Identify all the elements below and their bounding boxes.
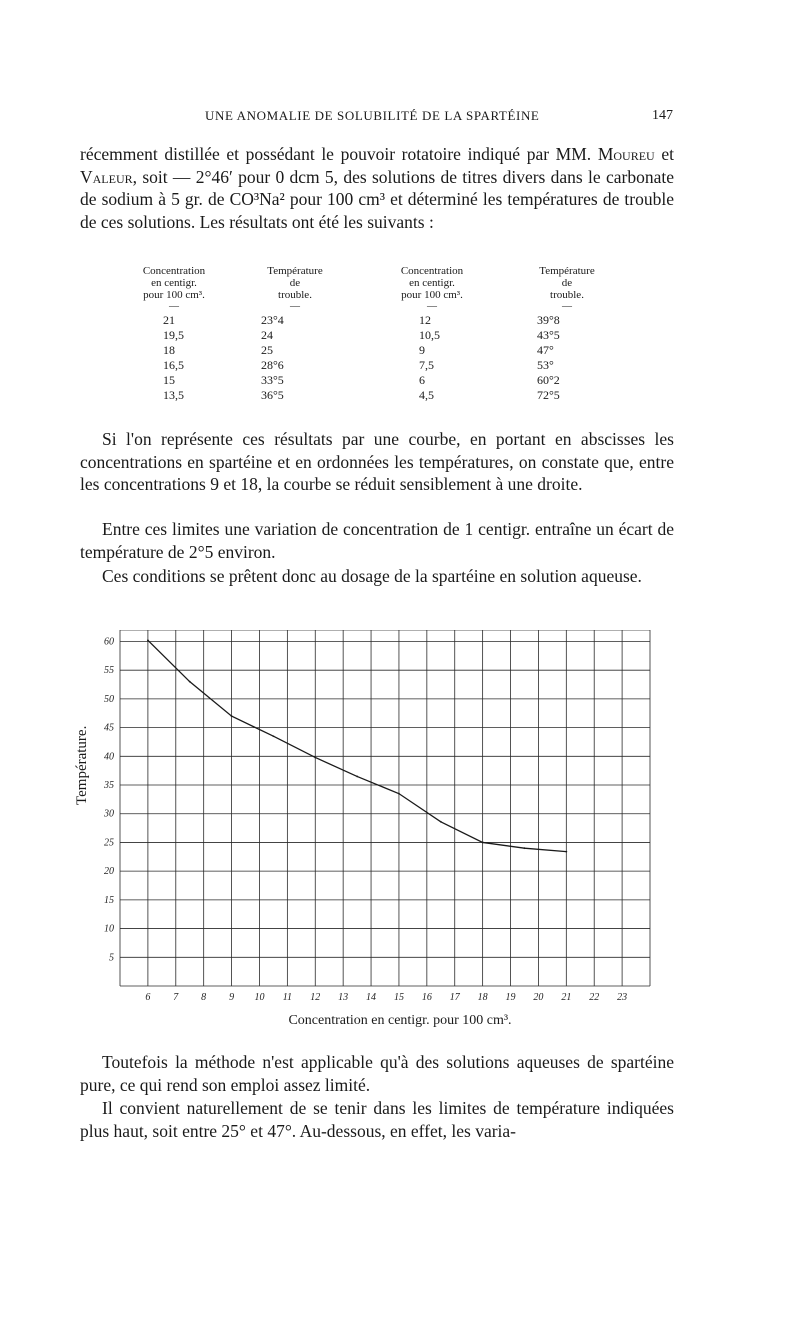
table-cell: 12 xyxy=(419,313,431,327)
table-cell: 72°5 xyxy=(537,388,560,402)
table-row xyxy=(115,328,627,343)
data-point xyxy=(273,735,275,737)
paragraph-3: Entre ces limites une variation de concentration de 1 centigr. entraîne un écart de température de 2°5 environ. xyxy=(80,519,674,562)
table-header-row xyxy=(115,265,627,301)
temperature-concentration-chart xyxy=(70,630,670,1010)
data-point xyxy=(314,757,316,759)
paragraph-1 xyxy=(80,143,674,233)
table-cell: 43°5 xyxy=(537,328,560,342)
table-cell: 4,5 xyxy=(419,388,434,402)
x-tick-label: 16 xyxy=(421,992,432,1003)
data-point xyxy=(524,847,526,849)
running-head-title: UNE ANOMALIE DE SOLUBILITÉ DE LA SPARTÉINE xyxy=(205,108,540,123)
x-tick-label: 11 xyxy=(282,992,293,1003)
y-tick-label: 5 xyxy=(109,952,114,964)
x-tick-label: 8 xyxy=(201,992,207,1003)
running-head xyxy=(0,108,800,128)
y-tick-label: 25 xyxy=(104,837,114,849)
table-row xyxy=(115,343,627,358)
y-tick-label: 30 xyxy=(104,808,114,820)
paragraph-2: Si l'on représente ces résultats par une courbe, en portant en abscisses les concentrations en spartéine et en ordonnées les températures, on constate que, entre les concentrations 9 et 18, la courbe se réduit sensiblement à une droite. xyxy=(80,429,674,494)
y-tick-label: 40 xyxy=(104,751,114,763)
table-row xyxy=(115,313,627,328)
data-point xyxy=(482,842,484,844)
x-tick-label: 12 xyxy=(310,992,321,1003)
y-tick-label: 35 xyxy=(104,780,114,792)
y-tick-label: 50 xyxy=(104,693,114,705)
temperature-curve xyxy=(148,640,566,851)
table-cell: 7,5 xyxy=(419,358,434,372)
y-tick-label: 45 xyxy=(104,722,114,734)
page-number: 147 xyxy=(652,108,673,123)
x-tick-label: 9 xyxy=(229,992,235,1003)
x-tick-label: 17 xyxy=(449,992,460,1003)
p1-text-b: et xyxy=(654,144,674,164)
p1-text-a: récemment distillée et possédant le pouvoir rotatoire indiqué par MM. xyxy=(80,144,598,164)
y-tick-label: 55 xyxy=(104,665,114,677)
author-name-valeur: Valeur xyxy=(80,166,133,187)
data-point xyxy=(565,851,567,853)
data-point xyxy=(231,715,233,717)
data-point xyxy=(398,793,400,795)
y-tick-label: 20 xyxy=(104,866,114,878)
table-row xyxy=(115,373,627,388)
table-cell: 23°4 xyxy=(261,313,284,327)
x-tick-label: 21 xyxy=(561,992,572,1003)
paragraph-6: Il convient naturellement de se tenir dans les limites de température indiquées plus haut, soit entre 25° et 47°. Au-dessous, en effet, les varia- xyxy=(80,1098,674,1141)
table-cell: 24 xyxy=(261,328,273,342)
table-cell: 47° xyxy=(537,343,554,357)
table-cell: 25 xyxy=(261,343,273,357)
data-point xyxy=(356,776,358,778)
x-tick-label: 7 xyxy=(173,992,179,1003)
p1-text-c: , soit — 2°46′ pour 0 dcm 5, des solutions de titres divers dans le carbonate de sodium à 5 gr. de CO³Na² pour 100 cm³ et déterminé les températures de trouble de ces solutions. Les résultats ont été les suivants : xyxy=(80,166,674,232)
table-cell: 21 xyxy=(163,313,175,327)
table-cell: 60°2 xyxy=(537,373,560,387)
x-tick-label: 13 xyxy=(338,992,349,1003)
x-tick-label: 10 xyxy=(254,992,265,1003)
table-cell: 16,5 xyxy=(163,358,184,372)
paragraph-5: Toutefois la méthode n'est applicable qu'à des solutions aqueuses de spartéine pure, ce qui rend son emploi assez limité. xyxy=(80,1052,674,1095)
data-point xyxy=(147,639,149,641)
header-concentration-2: Concentration en centigr. pour 100 cm³. xyxy=(400,265,464,301)
table-cell: 9 xyxy=(419,343,425,357)
table-row xyxy=(115,358,627,373)
y-axis-label: Température. xyxy=(74,725,90,805)
x-tick-label: 18 xyxy=(477,992,488,1003)
paragraph-4: Ces conditions se prêtent donc au dosage de la spartéine en solution aqueuse. xyxy=(102,566,642,586)
table-cell: 18 xyxy=(163,343,175,357)
x-tick-label: 20 xyxy=(533,992,544,1003)
y-tick-label: 60 xyxy=(104,636,114,648)
table-cell: 36°5 xyxy=(261,388,284,402)
x-axis-label: Concentration en centigr. pour 100 cm³. xyxy=(288,1013,512,1028)
x-tick-label: 15 xyxy=(393,992,404,1003)
data-point xyxy=(440,821,442,823)
header-temperature-2: Température de trouble. xyxy=(539,265,595,301)
table-cell: 13,5 xyxy=(163,388,184,402)
table-cell: 39°8 xyxy=(537,313,560,327)
x-tick-label: 19 xyxy=(505,992,516,1003)
x-tick-label: 14 xyxy=(366,992,377,1003)
table-cell: 6 xyxy=(419,373,425,387)
results-table xyxy=(115,265,627,403)
table-cell: 19,5 xyxy=(163,328,184,342)
x-tick-label: 22 xyxy=(589,992,600,1003)
y-tick-label: 15 xyxy=(104,894,114,906)
table-cell: 10,5 xyxy=(419,328,440,342)
table-cell: 53° xyxy=(537,358,554,372)
data-point xyxy=(189,681,191,683)
table-cell: 15 xyxy=(163,373,175,387)
table-cell: 33°5 xyxy=(261,373,284,387)
y-tick-label: 10 xyxy=(104,923,114,935)
x-tick-label: 23 xyxy=(617,992,628,1003)
table-cell: 28°6 xyxy=(261,358,284,372)
author-name-moureu: Moureu xyxy=(597,144,655,164)
table-row xyxy=(115,388,627,403)
table-dash-row: — — — — xyxy=(169,301,572,312)
header-temperature-1: Température de trouble. xyxy=(267,265,323,301)
header-concentration-1: Concentration en centigr. pour 100 cm³. xyxy=(142,265,206,301)
x-tick-label: 6 xyxy=(145,992,151,1003)
